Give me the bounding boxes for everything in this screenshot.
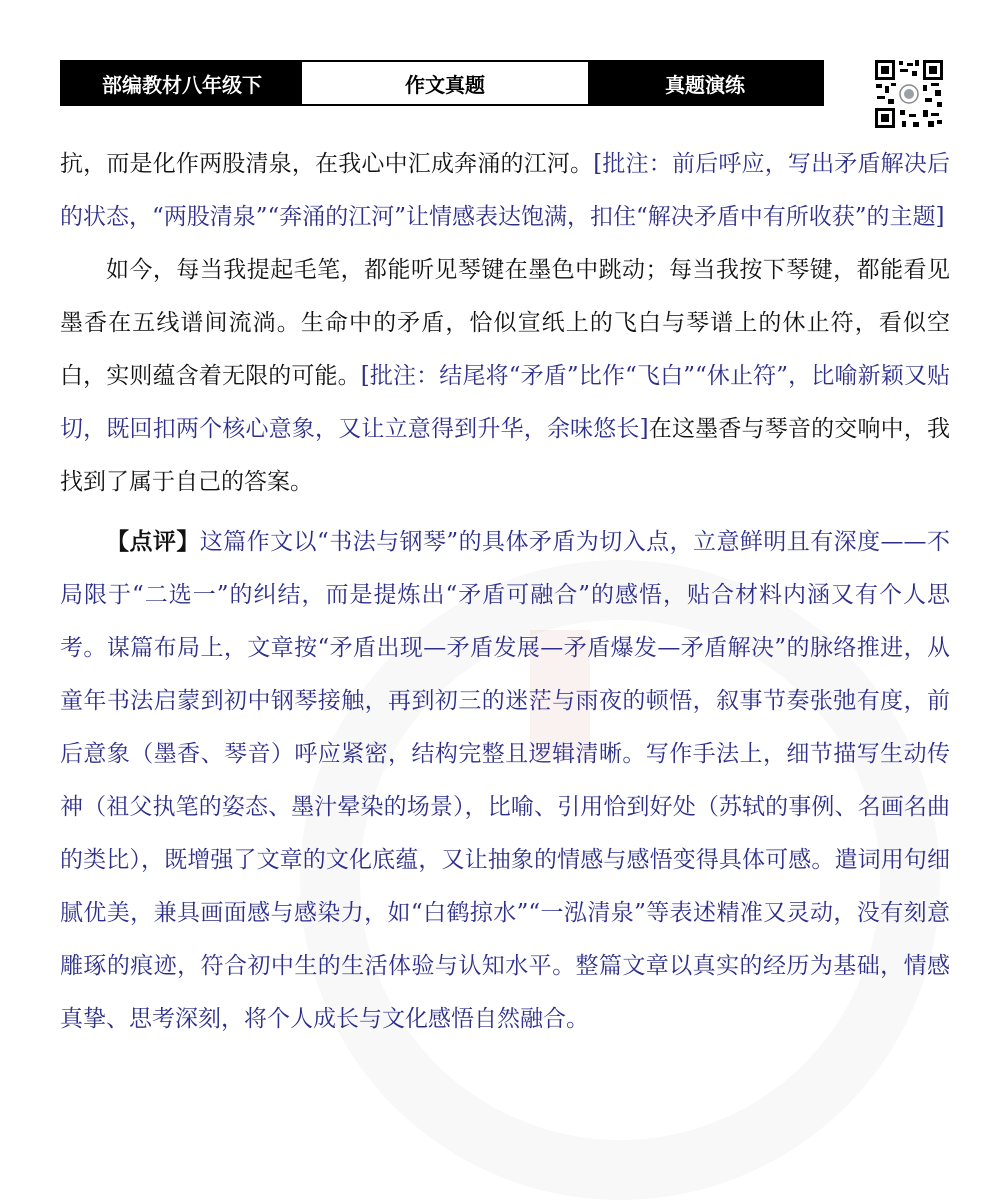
paragraph-1-annotation: [批注：前后呼应，写出矛盾解决后的状态，“两股清泉”“奔涌的江河”让情感表达饱满，扣住“解决矛盾中有所收获”的主题] (60, 151, 950, 230)
header-grade-label: 部编教材八年级下 (62, 62, 302, 104)
header-bar (60, 60, 824, 106)
review-paragraph (60, 515, 950, 1046)
review-label: 【点评】 (106, 528, 200, 555)
paragraph-2-annotation: [批注：结尾将“矛盾”比作“飞白”“休止符”，比喻新颖又贴切，既回扣两个核心意象，又让立意得到升华，余味悠长] (60, 363, 950, 442)
paragraph-1 (60, 138, 950, 244)
paragraph-2 (60, 244, 950, 509)
paragraph-1-text: 抗，而是化作两股清泉，在我心中汇成奔涌的江河。 (60, 151, 594, 177)
header-section-title: 作文真题 (302, 62, 588, 104)
document-body (60, 138, 950, 1046)
review-text: 这篇作文以“书法与钢琴”的具体矛盾为切入点，立意鲜明且有深度——不局限于“二选一”的纠结，而是提炼出“矛盾可融合”的感悟，贴合材料内涵又有个人思考。谋篇布局上，文章按“矛盾出现—矛盾发展—矛盾爆发—矛盾解决”的脉络推进，从童年书法启蒙到初中钢琴接触，再到初三的迷茫与雨夜的顿悟，叙事节奏张弛有度，前后意象（墨香、琴音）呼应紧密，结构完整且逻辑清晰。写作手法上，细节描写生动传神（祖父执笔的姿态、墨汁晕染的场景），比喻、引用恰到好处（苏轼的事例、名画名曲的类比），既增强了文章的文化底蕴，又让抽象的情感与感悟变得具体可感。遣词用句细腻优美，兼具画面感与感染力，如“白鹤掠水”“一泓清泉”等表述精准又灵动，没有刻意雕琢的痕迹，符合初中生的生活体验与认知水平。整篇文章以真实的经历为基础，情感真挚、思考深刻，将个人成长与文化感悟自然融合。 (60, 529, 950, 1032)
paragraph-2-text: 如今，每当我提起毛笔，都能听见琴键在墨色中跳动；每当我按下琴键，都能看见墨香在五线谱间流淌。生命中的矛盾，恰似宣纸上的飞白与琴谱上的休止符，看似空白，实则蕴含着无限的可能。 (60, 257, 950, 389)
paragraph-2-text-after: 在这墨香与琴音的交响中，我找到了属于自己的答案。 (60, 416, 950, 495)
qr-code-icon (873, 58, 945, 130)
header-practice-label: 真题演练 (588, 62, 822, 104)
